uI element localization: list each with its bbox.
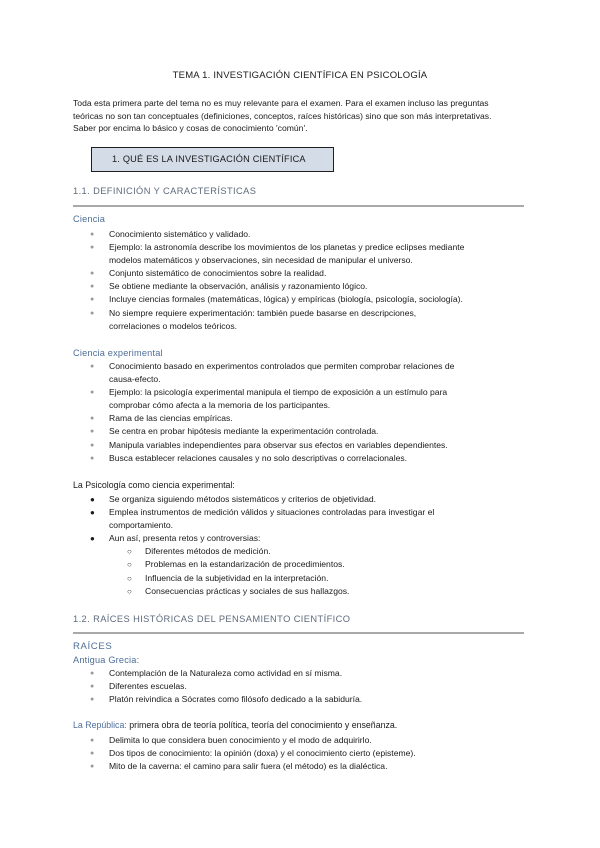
list-item: ● Incluye ciencias formales (matemáticas, lógica) y empíricas (biología, psicología, sociología). bbox=[0, 293, 464, 306]
bullet-icon: ● bbox=[90, 454, 95, 462]
ciencia-list bbox=[0, 228, 464, 333]
bullet-icon: ● bbox=[90, 441, 95, 449]
bullet-icon: ● bbox=[90, 244, 95, 252]
republica-list bbox=[0, 734, 416, 773]
list-item: ● Ejemplo: la psicología experimental manipula el tiempo de exposición a un estímulo para comprobar cómo afecta a la memoria de los participantes. bbox=[90, 387, 448, 411]
heading-rule bbox=[73, 205, 524, 207]
sub-list-item: ○ Problemas en la estandarización de procedimientos. bbox=[0, 558, 434, 571]
sub-list-item: ○ Consecuencias prácticas y sociales de sus hallazgos. bbox=[0, 585, 434, 598]
circle-bullet-icon: ○ bbox=[127, 560, 132, 570]
heading-rule bbox=[73, 632, 524, 634]
bullet-icon: ● bbox=[90, 283, 95, 291]
bullet-icon: ● bbox=[90, 428, 95, 436]
list-item: ● Se obtiene mediante la observación, análisis y razonamiento lógico. bbox=[0, 280, 464, 293]
bullet-icon: ● bbox=[90, 270, 95, 278]
raices-heading: RAÍCES bbox=[73, 641, 113, 652]
subsection-heading: 1.1. DEFINICIÓN Y CARACTERÍSTICAS bbox=[73, 186, 257, 196]
bullet-icon: ● bbox=[90, 363, 95, 370]
sub-list-item: ○ Diferentes métodos de medición. bbox=[0, 545, 434, 558]
ciencia-experimental-list bbox=[0, 360, 454, 465]
bullet-icon: ● bbox=[90, 495, 95, 504]
subsection-heading: 1.2. RAÍCES HISTÓRICAS DEL PENSAMIENTO CIENTÍFICO bbox=[73, 614, 351, 624]
bullet-icon: ● bbox=[90, 309, 95, 317]
psicologia-list bbox=[0, 493, 434, 598]
bullet-icon: ● bbox=[90, 231, 95, 238]
sub-list-item: ○ Influencia de la subjetividad en la interpretación. bbox=[0, 572, 434, 585]
list-item: ● Conocimiento basado en experimentos controlados que permiten comprobar relaciones de causa-efecto. bbox=[90, 361, 455, 385]
psicologia-intro: La Psicología como ciencia experimental: bbox=[73, 480, 235, 490]
bullet-icon: ● bbox=[90, 763, 95, 771]
republica-paragraph: La República: primera obra de teoría política, teoría del conocimiento y enseñanza. bbox=[73, 720, 398, 730]
intro-paragraph bbox=[73, 97, 533, 135]
list-item: ● Rama de las ciencias empíricas. bbox=[0, 412, 454, 425]
circle-bullet-icon: ○ bbox=[127, 586, 132, 596]
circle-bullet-icon: ○ bbox=[127, 573, 132, 583]
list-item: ● Conjunto sistemático de conocimientos sobre la realidad. bbox=[0, 267, 464, 280]
grecia-list bbox=[0, 667, 362, 706]
list-item: ● Contemplación de la Naturaleza como actividad en sí misma. bbox=[0, 667, 362, 680]
republica-title: La República: bbox=[73, 720, 127, 730]
list-item: ● Aun así, presenta retos y controversias: bbox=[0, 532, 434, 545]
bullet-icon: ● bbox=[90, 508, 95, 518]
bullet-icon: ● bbox=[90, 670, 95, 677]
ciencia-heading: Ciencia bbox=[73, 214, 106, 224]
bullet-icon: ● bbox=[90, 296, 95, 304]
list-item: ● Busca establecer relaciones causales y no solo descriptivas o correlacionales. bbox=[0, 452, 454, 465]
list-item: ● Manipula variables independientes para observar sus efectos en variables dependientes. bbox=[0, 439, 454, 452]
list-item: ● Ejemplo: la astronomía describe los movimientos de los planetas y predice eclipses mediante modelos matemáticos y observaciones, sin necesidad de manipular el universo. bbox=[90, 242, 465, 266]
bullet-icon: ● bbox=[90, 389, 95, 397]
list-item: ● Mito de la caverna: el camino para salir fuera (el método) es la dialéctica. bbox=[0, 760, 416, 773]
ciencia-experimental-heading: Ciencia experimental bbox=[73, 348, 163, 358]
list-item: ● Emplea instrumentos de medición válidos y situaciones controladas para investigar el comportamiento. bbox=[90, 507, 435, 531]
list-item: ● No siempre requiere experimentación: también puede basarse en descripciones, correlaciones o modelos teóricos. bbox=[90, 307, 417, 331]
intro-line: Saber por encima lo básico y cosas de conocimiento 'común'. bbox=[73, 123, 308, 134]
list-item: ● Diferentes escuelas. bbox=[0, 680, 362, 693]
bullet-icon: ● bbox=[90, 737, 95, 744]
intro-line: Toda esta primera parte del tema no es muy relevante para el examen. Para el examen incluso las preguntas bbox=[73, 98, 489, 108]
list-item: ● Platón reivindica a Sócrates como filósofo dedicado a la sabiduría. bbox=[0, 693, 362, 706]
bullet-icon: ● bbox=[90, 750, 95, 758]
intro-line: teóricas no son tan conceptuales (definiciones, conceptos, raíces históricas) sino que son más interpretativas. bbox=[73, 110, 492, 121]
bullet-icon: ● bbox=[90, 683, 95, 691]
list-item: ● Se centra en probar hipótesis mediante la experimentación controlada. bbox=[0, 425, 454, 438]
section-heading-box: 1. QUÉ ES LA INVESTIGACIÓN CIENTÍFICA bbox=[91, 147, 334, 172]
bullet-icon: ● bbox=[90, 696, 95, 704]
document-title: TEMA 1. INVESTIGACIÓN CIENTÍFICA EN PSICOLOGÍA bbox=[172, 70, 428, 81]
circle-bullet-icon: ○ bbox=[127, 547, 132, 557]
list-item: ● Dos tipos de conocimiento: la opinión (doxa) y el conocimiento cierto (episteme). bbox=[0, 747, 416, 760]
list-item: ● Conocimiento sistemático y validado. bbox=[0, 228, 464, 241]
list-item: ● Delimita lo que considera buen conocimiento y el modo de adquirirlo. bbox=[0, 734, 416, 747]
bullet-icon: ● bbox=[90, 415, 95, 423]
list-item: ● Se organiza siguiendo métodos sistemáticos y criterios de objetividad. bbox=[0, 493, 434, 506]
bullet-icon: ● bbox=[90, 534, 95, 544]
antigua-grecia-heading: Antigua Grecia: bbox=[73, 655, 140, 665]
